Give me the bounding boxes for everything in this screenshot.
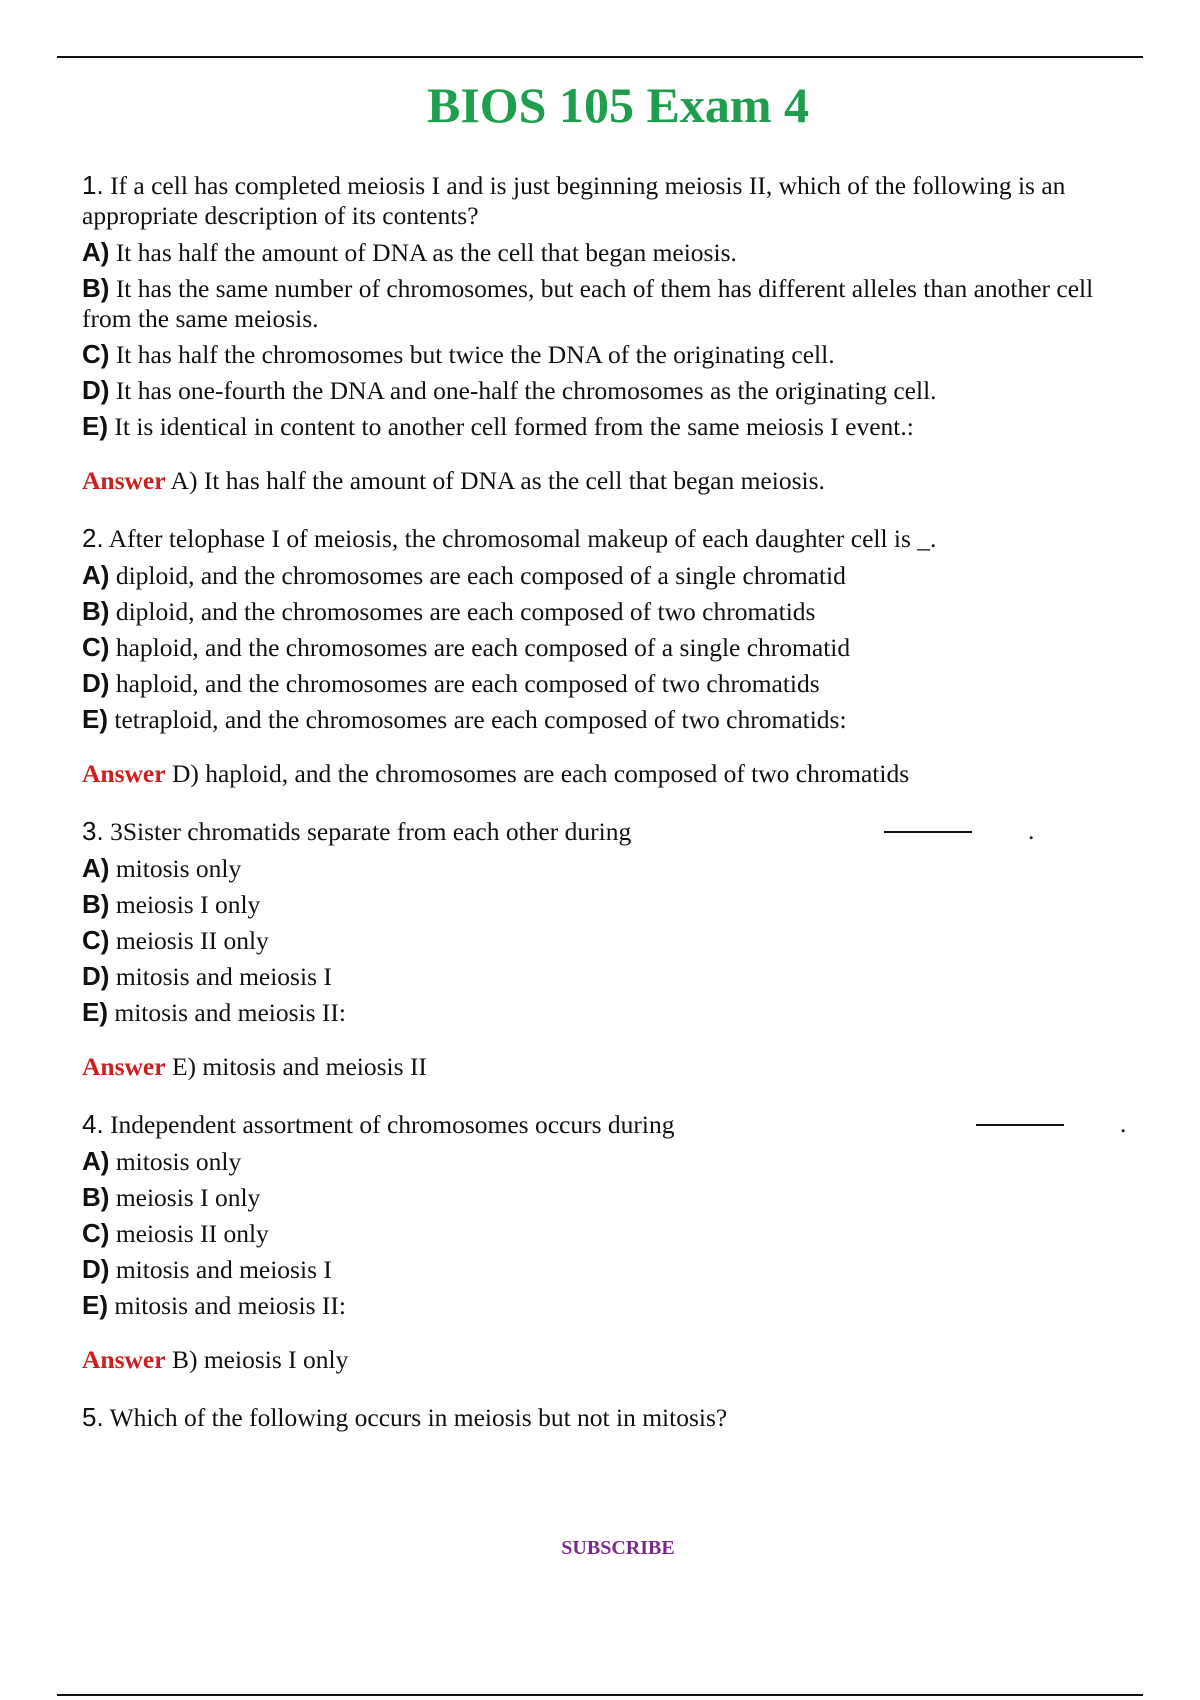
option-e <box>82 411 1118 442</box>
answer-text: D) haploid, and the chromosomes are each composed of two chromatids <box>171 759 910 788</box>
question-stem <box>82 816 1118 847</box>
blank-period: . <box>1120 1109 1127 1138</box>
option-text: diploid, and the chromosomes are each composed of a single chromatid <box>115 561 846 590</box>
bottom-rule <box>57 1694 1143 1696</box>
question-text: Which of the following occurs in meiosis but not in mitosis? <box>109 1403 728 1432</box>
option-text: meiosis I only <box>115 1183 261 1212</box>
option-text: meiosis I only <box>115 890 261 919</box>
question-number: 3. <box>82 816 104 846</box>
answer-text: B) meiosis I only <box>171 1345 349 1374</box>
question-text: If a cell has completed meiosis I and is just beginning meiosis II, which of the following is an appropriate description of its contents? <box>82 171 1066 230</box>
question-stem <box>82 1109 1127 1140</box>
option-d <box>82 961 1118 992</box>
answer-blank <box>976 1124 1064 1126</box>
option-letter: B) <box>82 596 110 626</box>
option-a <box>82 560 1118 591</box>
question-stem <box>82 170 1118 231</box>
question-text: 3Sister chromatids separate from each other during <box>110 817 632 846</box>
question-4 <box>82 1109 1127 1375</box>
exam-content <box>82 170 1127 1439</box>
option-text: haploid, and the chromosomes are each composed of a single chromatid <box>115 633 851 662</box>
option-letter: B) <box>82 889 110 919</box>
blank-period: . <box>1028 816 1035 845</box>
answer-label: Answer <box>82 1052 166 1081</box>
answer-line <box>82 759 1118 789</box>
option-letter: C) <box>82 339 110 369</box>
option-letter: E) <box>82 411 108 441</box>
answer-label: Answer <box>82 759 166 788</box>
option-b <box>82 889 1118 920</box>
answer-label: Answer <box>82 466 166 495</box>
option-text: mitosis only <box>115 1147 242 1176</box>
option-c <box>82 925 1118 956</box>
option-d <box>82 668 1118 699</box>
answer-text: A) It has half the amount of DNA as the cell that began meiosis. <box>170 466 825 495</box>
option-e <box>82 997 1118 1028</box>
option-text: diploid, and the chromosomes are each composed of two chromatids <box>115 597 816 626</box>
question-stem <box>82 1402 1118 1433</box>
option-letter: C) <box>82 1218 110 1248</box>
answer-blank <box>884 831 972 833</box>
option-text: mitosis and meiosis II: <box>114 998 346 1027</box>
option-text: It has half the chromosomes but twice the DNA of the originating cell. <box>115 340 835 369</box>
option-a <box>82 853 1118 884</box>
question-number: 1. <box>82 170 104 200</box>
option-letter: C) <box>82 632 110 662</box>
option-d <box>82 375 1118 406</box>
answer-line <box>82 466 1118 496</box>
question-5 <box>82 1402 1118 1433</box>
option-letter: B) <box>82 1182 110 1212</box>
option-c <box>82 339 1118 370</box>
question-3 <box>82 816 1118 1082</box>
page-title: BIOS 105 Exam 4 <box>426 77 809 133</box>
option-letter: E) <box>82 1290 108 1320</box>
option-text: haploid, and the chromosomes are each composed of two chromatids <box>115 669 820 698</box>
answer-label: Answer <box>82 1345 166 1374</box>
option-a <box>82 237 1118 268</box>
option-letter: A) <box>82 1146 110 1176</box>
answer-text: E) mitosis and meiosis II <box>171 1052 427 1081</box>
option-e <box>82 704 1118 735</box>
option-text: mitosis and meiosis I <box>115 1255 332 1284</box>
answer-line <box>82 1052 1118 1082</box>
option-b <box>82 273 1118 334</box>
option-text: It has half the amount of DNA as the cell that began meiosis. <box>115 238 737 267</box>
option-c <box>82 632 1118 663</box>
option-text: mitosis and meiosis I <box>115 962 332 991</box>
option-text: meiosis II only <box>115 1219 269 1248</box>
answer-line <box>82 1345 1118 1375</box>
option-letter: E) <box>82 704 108 734</box>
option-text: It is identical in content to another cell formed from the same meiosis I event.: <box>114 412 914 441</box>
option-letter: A) <box>82 560 110 590</box>
option-b <box>82 1182 1118 1213</box>
option-text: mitosis and meiosis II: <box>114 1291 346 1320</box>
question-number: 4. <box>82 1109 104 1139</box>
option-letter: D) <box>82 668 110 698</box>
question-stem <box>82 523 1118 554</box>
option-letter: D) <box>82 375 110 405</box>
option-letter: D) <box>82 961 110 991</box>
question-1 <box>82 170 1118 496</box>
top-rule <box>57 56 1143 58</box>
option-e <box>82 1290 1118 1321</box>
option-letter: A) <box>82 237 110 267</box>
option-letter: E) <box>82 997 108 1027</box>
option-c <box>82 1218 1118 1249</box>
question-number: 2. <box>82 523 104 553</box>
option-letter: C) <box>82 925 110 955</box>
option-a <box>82 1146 1118 1177</box>
option-text: tetraploid, and the chromosomes are each composed of two chromatids: <box>114 705 847 734</box>
option-b <box>82 596 1118 627</box>
option-letter: D) <box>82 1254 110 1284</box>
option-text: It has the same number of chromosomes, but each of them has different alleles than another cell from the same meiosis. <box>82 274 1094 333</box>
question-number: 5. <box>82 1402 104 1432</box>
option-text: meiosis II only <box>115 926 269 955</box>
question-text: After telophase I of meiosis, the chromosomal makeup of each daughter cell is _. <box>108 524 937 553</box>
option-letter: A) <box>82 853 110 883</box>
option-letter: B) <box>82 273 110 303</box>
option-d <box>82 1254 1118 1285</box>
question-text: Independent assortment of chromosomes occurs during <box>110 1110 675 1139</box>
subscribe-link[interactable]: SUBSCRIBE <box>561 1537 675 1559</box>
option-text: It has one-fourth the DNA and one-half the chromosomes as the originating cell. <box>115 376 937 405</box>
question-2 <box>82 523 1118 789</box>
option-text: mitosis only <box>115 854 242 883</box>
